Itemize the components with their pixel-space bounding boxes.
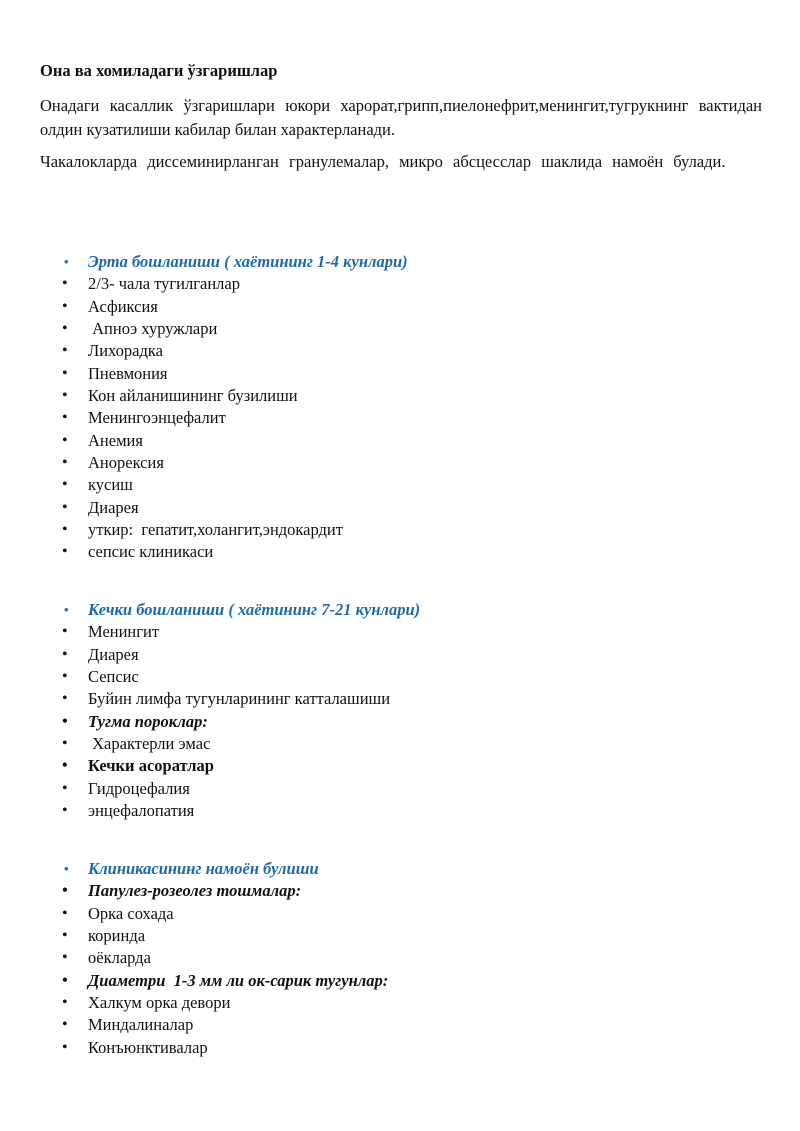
list-item-subheading: • Диаметри 1-3 мм ли ок-сарик тугунлар: [0, 970, 388, 992]
list-item: • Менингоэнцефалит [0, 407, 408, 429]
late-onset-heading: • Кечки бошланиши ( хаётининг 7-21 кунлари) [0, 599, 420, 621]
list-item: • сепсис клиникаси [0, 541, 408, 563]
paragraph-newborn-changes: Чакалокларда диссеминирланган гранулемалар, микро абсцесслар шаклида намоён булади. [40, 152, 726, 171]
list-item: • Кон айланишининг бузилиши [0, 385, 408, 407]
list-item: • Миндалиналар [0, 1014, 388, 1036]
list-item: • 2/3- чала тугилганлар [0, 273, 408, 295]
early-onset-heading: • Эрта бошланиши ( хаётининг 1-4 кунлари) [0, 251, 408, 273]
list-item: • Апноэ хуружлари [0, 318, 408, 340]
clinical-manifestation-heading: • Клиникасининг намоён булиши [0, 858, 388, 880]
list-item: • Орка сохада [0, 903, 388, 925]
list-item: • кусиш [0, 474, 408, 496]
list-item-subheading: • Папулез-розеолез тошмалар: [0, 880, 388, 902]
list-item: • Анемия [0, 430, 408, 452]
paragraph-mother-changes: Онадаги касаллик ўзгаришлари юкори харорат,грипп,пиелонефрит,менингит,тугрукнинг вактидан олдин кузатилиши кабилар билан характерланади. [40, 96, 762, 139]
list-item-subheading: • Тугма пороклар: [0, 711, 420, 733]
list-item: • Анорексия [0, 452, 408, 474]
list-item: • Лихорадка [0, 340, 408, 362]
list-item: • энцефалопатия [0, 800, 420, 822]
list-item: • Сепсис [0, 666, 420, 688]
list-item: • Гидроцефалия [0, 778, 420, 800]
list-item: • Диарея [0, 497, 408, 519]
list-item: • коринда [0, 925, 388, 947]
list-item: • Менингит [0, 621, 420, 643]
list-item: • Буйин лимфа тугунларининг катталашиши [0, 688, 420, 710]
document-title: Она ва хомиладаги ўзгаришлар [40, 61, 278, 80]
list-item-subheading: • Кечки асоратлар [0, 755, 420, 777]
list-item: • Пневмония [0, 363, 408, 385]
list-item: • Халкум орка девори [0, 992, 388, 1014]
clinical-manifestation-list [0, 858, 388, 1059]
list-item: • Асфиксия [0, 296, 408, 318]
late-onset-list [0, 599, 420, 822]
list-item: • уткир: гепатит,холангит,эндокардит [0, 519, 408, 541]
early-onset-list [0, 251, 408, 564]
list-item: • Диарея [0, 644, 420, 666]
list-item: • оёкларда [0, 947, 388, 969]
list-item: • Характерли эмас [0, 733, 420, 755]
list-item: • Конъюнктивалар [0, 1037, 388, 1059]
